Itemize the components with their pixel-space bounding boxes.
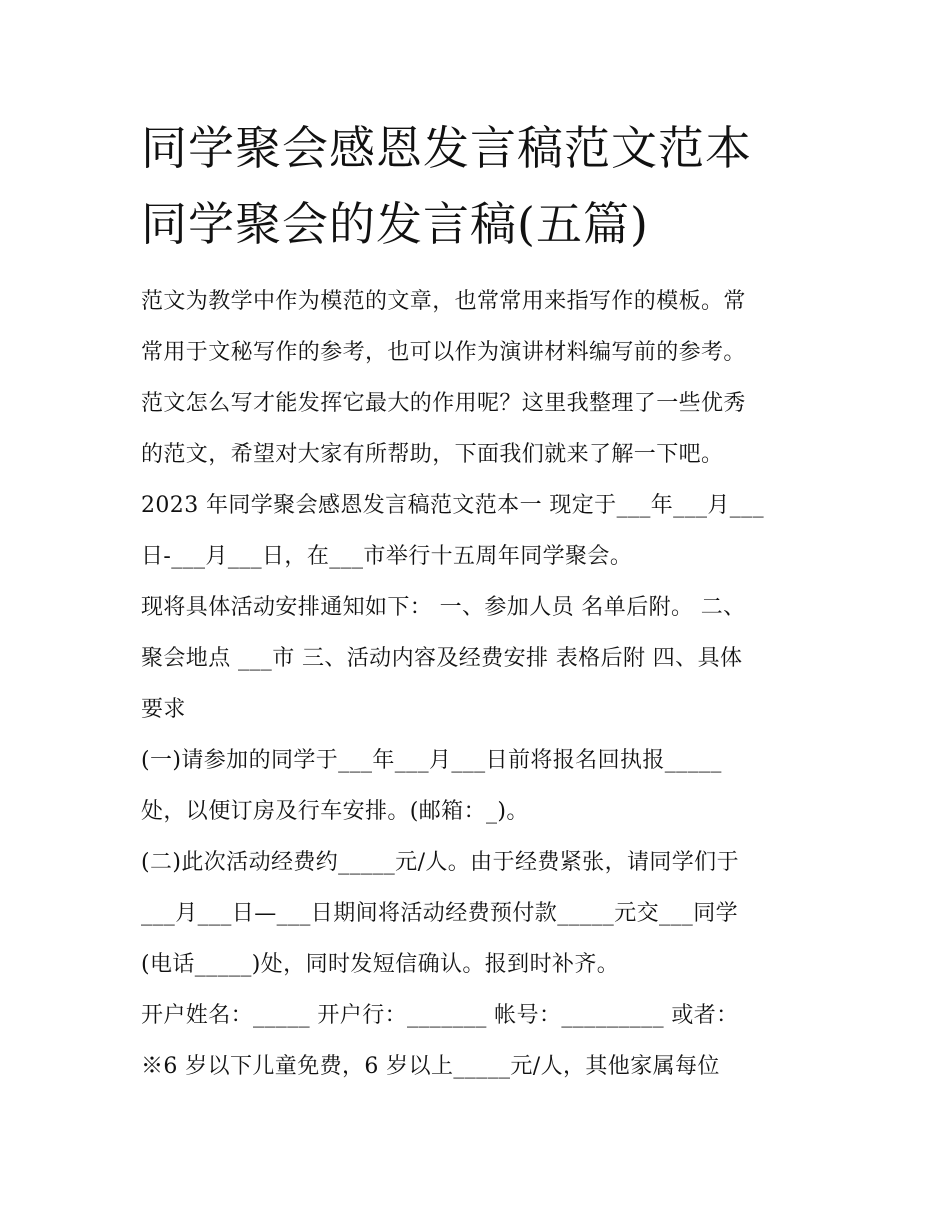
document-title [141, 110, 831, 262]
body-line: ___月___日—___日期间将活动经费预付款_____元交___同学 [141, 901, 739, 926]
body-line: (电话_____)处，同时发短信确认。报到时补齐。 [141, 952, 620, 977]
body-line: 处，以便订房及行车安排。(邮箱：_)。 [141, 799, 529, 824]
document-body [141, 276, 821, 1092]
body-line: ※6 岁以下儿童免费，6 岁以上_____元/人，其他家属每位 [141, 1054, 720, 1079]
body-line: (一)请参加的同学于___年___月___日前将报名回执报_____ [141, 748, 722, 773]
body-line: 现将具体活动安排通知如下： 一、参加人员 名单后附。 二、 [141, 595, 746, 620]
body-line: 聚会地点 ___市 三、活动内容及经费安排 表格后附 四、具体 [141, 646, 743, 671]
body-line: 开户姓名：_____ 开户行：_______ 帐号：_________ 或者： [141, 1003, 739, 1028]
body-line: 常用于文秘写作的参考，也可以作为演讲材料编写前的参考。 [141, 340, 746, 365]
title-line-2: 同学聚会的发言稿(五篇) [141, 197, 649, 251]
body-line: 范文为教学中作为模范的文章，也常常用来指写作的模板。常 [141, 289, 746, 314]
title-line-1: 同学聚会感恩发言稿范文范本 [141, 121, 752, 175]
body-line: 范文怎么写才能发挥它最大的作用呢？这里我整理了一些优秀 [141, 391, 746, 416]
body-line: (二)此次活动经费约_____元/人。由于经费紧张，请同学们于 [141, 850, 739, 875]
body-line: 日-___月___日，在___市举行十五周年同学聚会。 [141, 544, 633, 569]
body-line: 的范文，希望对大家有所帮助，下面我们就来了解一下吧。 [141, 442, 724, 467]
body-line: 要求 [141, 697, 186, 722]
body-line: 2023 年同学聚会感恩发言稿范文范本一 现定于___年___月___ [141, 493, 764, 518]
